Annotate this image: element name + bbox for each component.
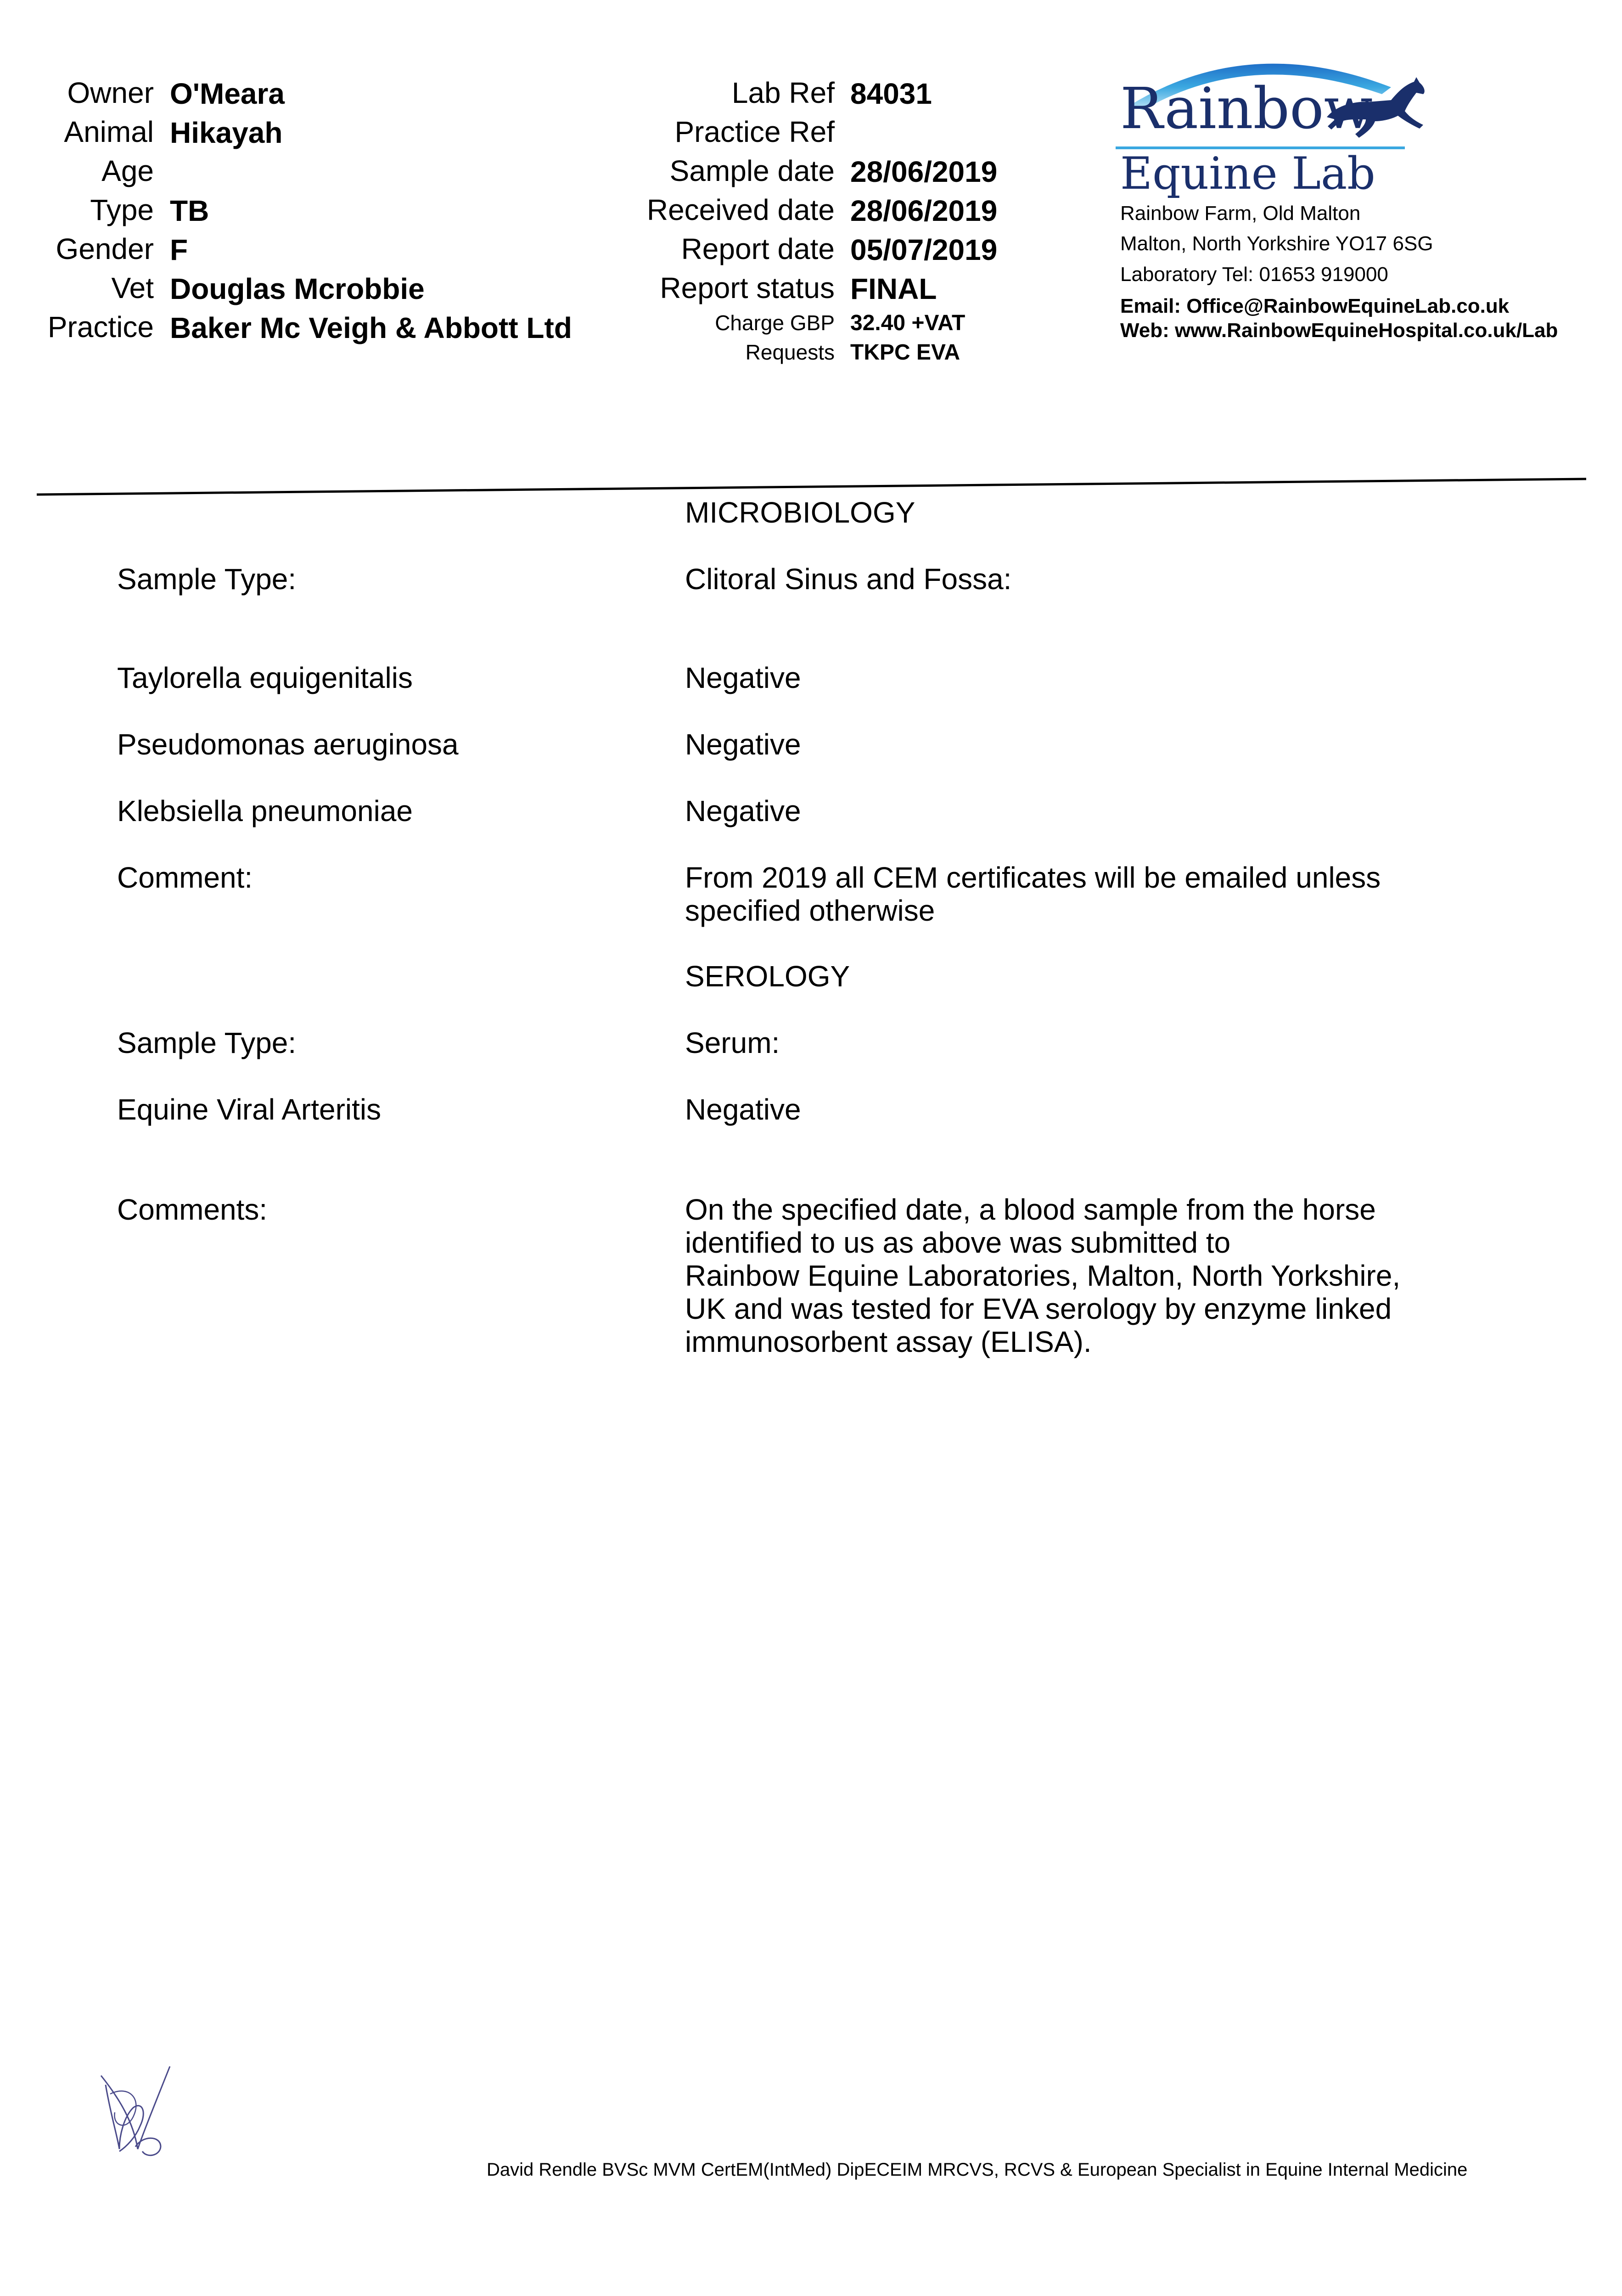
owner-label: Owner [67,76,154,109]
charge-label: Charge GBP [715,311,835,335]
practice-label: Practice [47,310,154,343]
vet-value: Douglas Mcrobbie [170,272,425,305]
animal-value: Hikayah [170,116,283,149]
eva-label: Equine Viral Arteritis [117,1093,382,1126]
type-label: Type [90,193,154,226]
requests-value: TKPC EVA [850,340,960,365]
gender-label: Gender [56,232,154,265]
handwritten-signature [92,2057,184,2163]
sero-sample-type-label: Sample Type: [117,1026,297,1059]
vet-label: Vet [111,271,154,304]
microbiology-heading: MICROBIOLOGY [685,496,915,529]
comment-line-2: specified otherwise [685,894,935,927]
animal-label: Animal [64,115,154,148]
lab-address-line1: Rainbow Farm, Old Malton [1120,202,1361,225]
owner-value: O'Meara [170,77,285,110]
type-value: TB [170,194,209,227]
micro-sample-type-label: Sample Type: [117,563,297,596]
received-date-label: Received date [646,193,835,226]
practice-value: Baker Mc Veigh & Abbott Ltd [170,311,572,344]
comments-line-1: On the specified date, a blood sample from the horse [685,1193,1376,1226]
requests-label: Requests [745,340,835,364]
lab-phone: Laboratory Tel: 01653 919000 [1120,263,1388,286]
report-date-value: 05/07/2019 [850,233,998,266]
sero-sample-type-value: Serum: [685,1026,780,1059]
received-date-value: 28/06/2019 [850,194,998,227]
serology-heading: SEROLOGY [685,960,850,993]
lab-logo-rainbow: Rainbow [1120,76,1373,142]
comments-line-3: Rainbow Equine Laboratories, Malton, North Yorkshire, [685,1259,1401,1292]
klebsiella-result: Negative [685,794,801,827]
lab-logo-equine-lab: Equine Lab [1120,148,1375,199]
practice-ref-label: Practice Ref [674,115,835,148]
comments-line-4: UK and was tested for EVA serology by enzyme linked [685,1292,1392,1325]
taylorella-label: Taylorella equigenitalis [117,661,413,694]
comments-label: Comments: [117,1193,268,1226]
charge-value: 32.40 +VAT [850,311,965,335]
eva-result: Negative [685,1093,801,1126]
micro-sample-type-value: Clitoral Sinus and Fossa: [685,563,1012,596]
comments-line-5: immunosorbent assay (ELISA). [685,1325,1092,1358]
report-date-label: Report date [681,232,835,265]
klebsiella-label: Klebsiella pneumoniae [117,794,413,827]
gender-value: F [170,233,188,266]
lab-web: Web: www.RainbowEquineHospital.co.uk/Lab [1120,319,1558,342]
pseudomonas-label: Pseudomonas aeruginosa [117,728,459,761]
sample-date-label: Sample date [669,154,835,187]
comment-line-1: From 2019 all CEM certificates will be emailed unless [685,861,1381,894]
sample-date-value: 28/06/2019 [850,155,998,188]
lab-ref-value: 84031 [850,77,932,110]
report-status-value: FINAL [850,272,937,305]
pseudomonas-result: Negative [685,728,801,761]
comments-line-2: identified to us as above was submitted to [685,1226,1231,1259]
lab-ref-label: Lab Ref [731,76,835,109]
age-label: Age [101,154,154,187]
comment-label: Comment: [117,861,253,894]
lab-email: Email: Office@RainbowEquineLab.co.uk [1120,295,1510,317]
report-status-label: Report status [660,271,835,304]
signatory-credentials: David Rendle BVSc MVM CertEM(IntMed) DipECEIM MRCVS, RCVS & European Specialist in Equine Internal Medicine [487,2160,1468,2180]
taylorella-result: Negative [685,661,801,694]
lab-address-line2: Malton, North Yorkshire YO17 6SG [1120,232,1433,255]
